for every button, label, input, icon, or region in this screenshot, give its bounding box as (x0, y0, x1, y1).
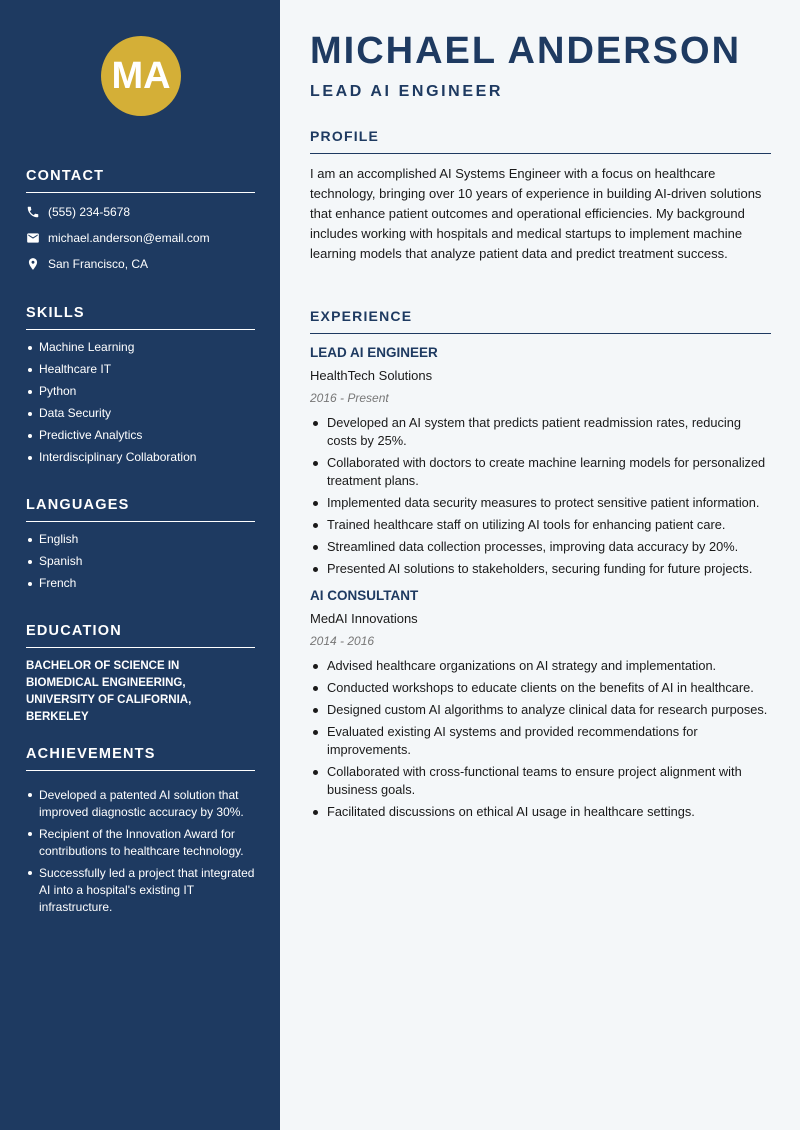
job-title: LEAD AI ENGINEER (310, 345, 438, 360)
profile-heading: PROFILE (310, 128, 771, 154)
contact-section (26, 168, 255, 273)
job-company (310, 611, 771, 626)
job-bullet: Presented AI solutions to stakeholders, securing funding for future projects. (310, 560, 771, 578)
job-entry (310, 345, 771, 578)
job-bullet: Facilitated discussions on ethical AI usage in healthcare settings. (310, 803, 771, 821)
profile-text: I am an accomplished AI Systems Engineer with a focus on healthcare technology, bringing over 10 years of experience in building AI-driven solutions that enhance patient outcomes and operational efficiencies. My background includes working with hospitals and medical startups to implement machine learning models that analyze patient data and predict treatment success. (310, 166, 762, 261)
avatar-initials: MA (111, 54, 171, 97)
contact-location: San Francisco, CA (48, 257, 149, 271)
job-bullet: Evaluated existing AI systems and provided recommendations for improvements. (310, 723, 771, 759)
job-company (310, 368, 771, 383)
skills-heading: SKILLS (26, 305, 255, 330)
language-item: Spanish (26, 554, 255, 569)
contact-heading: CONTACT (26, 168, 255, 193)
skills-section (26, 305, 255, 472)
contact-phone-row (26, 203, 255, 221)
contact-email: michael.anderson@email.com (48, 231, 210, 245)
skill-item: Machine Learning (26, 340, 255, 355)
candidate-name: MICHAEL ANDERSON (310, 30, 742, 72)
experience-heading: EXPERIENCE (310, 308, 771, 334)
skills-list (26, 340, 255, 465)
job-company-name: MedAI Innovations (310, 611, 418, 626)
location-pin-icon (26, 257, 40, 271)
job-company-name: HealthTech Solutions (310, 368, 433, 383)
language-item: English (26, 532, 255, 547)
achievement-item: Developed a patented AI solution that improved diagnostic accuracy by 30%. (26, 787, 255, 821)
languages-section (26, 497, 255, 598)
education-heading: EDUCATION (26, 623, 255, 648)
job-bullet: Collaborated with cross-functional teams to ensure project alignment with business goals. (310, 763, 771, 799)
contact-location-row (26, 255, 255, 273)
contact-email-row (26, 229, 255, 247)
phone-icon (26, 205, 40, 219)
education-degree: BACHELOR OF SCIENCE IN BIOMEDICAL ENGINEERING, UNIVERSITY OF CALIFORNIA, BERKELEY (26, 660, 192, 723)
languages-heading: LANGUAGES (26, 497, 255, 522)
job-bullet: Implemented data security measures to protect sensitive patient information. (310, 494, 771, 512)
job-dates: 2014 - 2016 (310, 634, 375, 648)
skill-item: Predictive Analytics (26, 428, 255, 443)
languages-list (26, 532, 255, 591)
contact-phone: (555) 234-5678 (48, 205, 131, 219)
candidate-title: LEAD AI ENGINEER (310, 83, 504, 100)
job-bullet: Trained healthcare staff on utilizing AI tools for enhancing patient care. (310, 516, 771, 534)
skill-item: Data Security (26, 406, 255, 421)
job-bullet: Conducted workshops to educate clients on the benefits of AI in healthcare. (310, 679, 771, 697)
skill-item: Interdisciplinary Collaboration (26, 450, 255, 465)
sidebar (0, 0, 280, 1130)
achievements-section (26, 746, 255, 921)
education-section (26, 623, 255, 726)
avatar (101, 36, 181, 116)
job-entry (310, 588, 771, 821)
skill-item: Python (26, 384, 255, 399)
job-bullet: Designed custom AI algorithms to analyze clinical data for research purposes. (310, 701, 771, 719)
language-item: French (26, 576, 255, 591)
experience-section (310, 308, 771, 825)
skill-item: Healthcare IT (26, 362, 255, 377)
job-bullets (310, 657, 771, 821)
achievements-heading: ACHIEVEMENTS (26, 746, 255, 771)
profile-section (310, 128, 771, 264)
achievement-item: Recipient of the Innovation Award for contributions to healthcare technology. (26, 826, 255, 860)
achievement-item: Successfully led a project that integrated AI into a hospital's existing IT infrastructure. (26, 865, 255, 916)
achievements-list (26, 787, 255, 916)
job-bullet: Collaborated with doctors to create machine learning models for personalized treatment plans. (310, 454, 771, 490)
job-bullets (310, 414, 771, 578)
email-icon (26, 231, 40, 245)
job-bullet: Streamlined data collection processes, improving data accuracy by 20%. (310, 538, 771, 556)
job-bullet: Developed an AI system that predicts patient readmission rates, reducing costs by 25%. (310, 414, 771, 450)
job-title: AI CONSULTANT (310, 588, 419, 603)
job-dates: 2016 - Present (310, 391, 389, 405)
job-bullet: Advised healthcare organizations on AI strategy and implementation. (310, 657, 771, 675)
